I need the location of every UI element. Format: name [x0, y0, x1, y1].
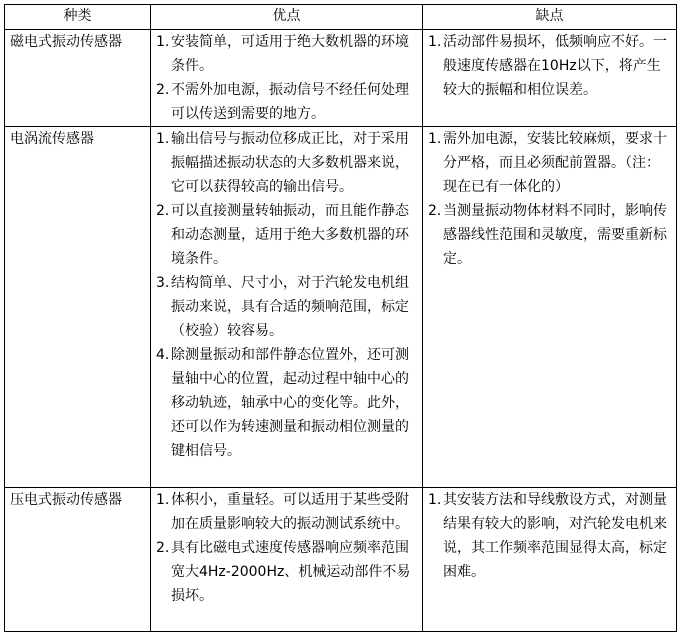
header-row — [5, 5, 677, 30]
item-text: 具有比磁电式速度传感器响应频率范围宽大4Hz-2000Hz、机械运动部件不易损坏。 — [171, 540, 411, 604]
list-item — [156, 536, 417, 608]
cons-list — [428, 488, 671, 584]
item-text: 当测量振动物体材料不同时，影响传感器线性范围和灵敏度，需要重新标定。 — [443, 203, 667, 267]
list-item — [156, 271, 417, 343]
item-number: 2. — [428, 203, 442, 219]
cons-list — [428, 127, 671, 271]
item-text: 结构简单、尺寸小，对于汽轮发电机组振动来说，具有合适的频响范围，标定（校验）较容易。 — [171, 275, 409, 339]
item-number: 1. — [156, 492, 170, 508]
header-type: 种类 — [5, 5, 151, 30]
list-item — [428, 30, 671, 102]
list-item — [428, 488, 671, 584]
item-text: 需外加电源，安装比较麻烦，要求十分严格，而且必须配前置器。（注：现在已有一体化的） — [443, 131, 667, 195]
cons-cell — [423, 488, 677, 632]
cons-list — [428, 30, 671, 102]
header-cons: 缺点 — [423, 5, 677, 30]
item-text: 活动部件易损坏，低频响应不好。一般速度传感器在10Hz以下，将产生较大的振幅和相位误差。 — [443, 34, 667, 98]
sensor-comparison-table — [4, 4, 677, 632]
item-text: 体积小，重量轻。可以适用于某些受附加在质量影响较大的振动测试系统中。 — [171, 492, 409, 532]
item-number: 1. — [428, 34, 442, 50]
item-text: 除测量振动和部件静态位置外，还可测量轴中心的位置，起动过程中轴中心的移动轨迹，轴承中心的变化等。此外，还可以作为转速测量和振动相位测量的键相信号。 — [171, 347, 409, 459]
sensor-type-cell: 压电式振动传感器 — [5, 488, 151, 632]
item-number: 1. — [156, 131, 170, 147]
item-number: 1. — [428, 492, 442, 508]
table-row — [5, 30, 677, 127]
table-row — [5, 488, 677, 632]
list-item — [156, 199, 417, 271]
list-item — [428, 199, 671, 271]
item-number: 2. — [156, 203, 170, 219]
pros-cell — [151, 127, 423, 488]
item-text: 安装简单，可适用于绝大数机器的环境条件。 — [171, 34, 409, 74]
item-text: 不需外加电源，振动信号不经任何处理可以传送到需要的地方。 — [171, 82, 409, 122]
list-item — [156, 78, 417, 126]
cons-cell — [423, 30, 677, 127]
list-item — [156, 488, 417, 536]
pros-list — [156, 488, 417, 608]
item-number: 2. — [156, 540, 170, 556]
list-item — [156, 127, 417, 199]
list-item — [156, 30, 417, 78]
pros-list — [156, 127, 417, 463]
pros-list — [156, 30, 417, 126]
sensor-type-cell: 磁电式振动传感器 — [5, 30, 151, 127]
list-item — [428, 127, 671, 199]
item-text: 输出信号与振动位移成正比，对于采用振幅描述振动状态的大多数机器来说，它可以获得较高的输出信号。 — [171, 131, 409, 195]
item-text: 可以直接测量转轴振动，而且能作静态和动态测量，适用于绝大多数机器的环境条件。 — [171, 203, 409, 267]
list-item — [156, 343, 417, 463]
item-number: 2. — [156, 82, 170, 98]
sensor-type-cell: 电涡流传感器 — [5, 127, 151, 488]
pros-cell — [151, 488, 423, 632]
item-number: 1. — [156, 34, 170, 50]
header-pros: 优点 — [151, 5, 423, 30]
table-row — [5, 127, 677, 488]
item-number: 4. — [156, 347, 170, 363]
pros-cell — [151, 30, 423, 127]
item-number: 1. — [428, 131, 442, 147]
item-number: 3. — [156, 275, 170, 291]
item-text: 其安装方法和导线敷设方式，对测量结果有较大的影响，对汽轮发电机来说，其工作频率范围显得太高，标定困难。 — [443, 492, 667, 580]
cons-cell — [423, 127, 677, 488]
